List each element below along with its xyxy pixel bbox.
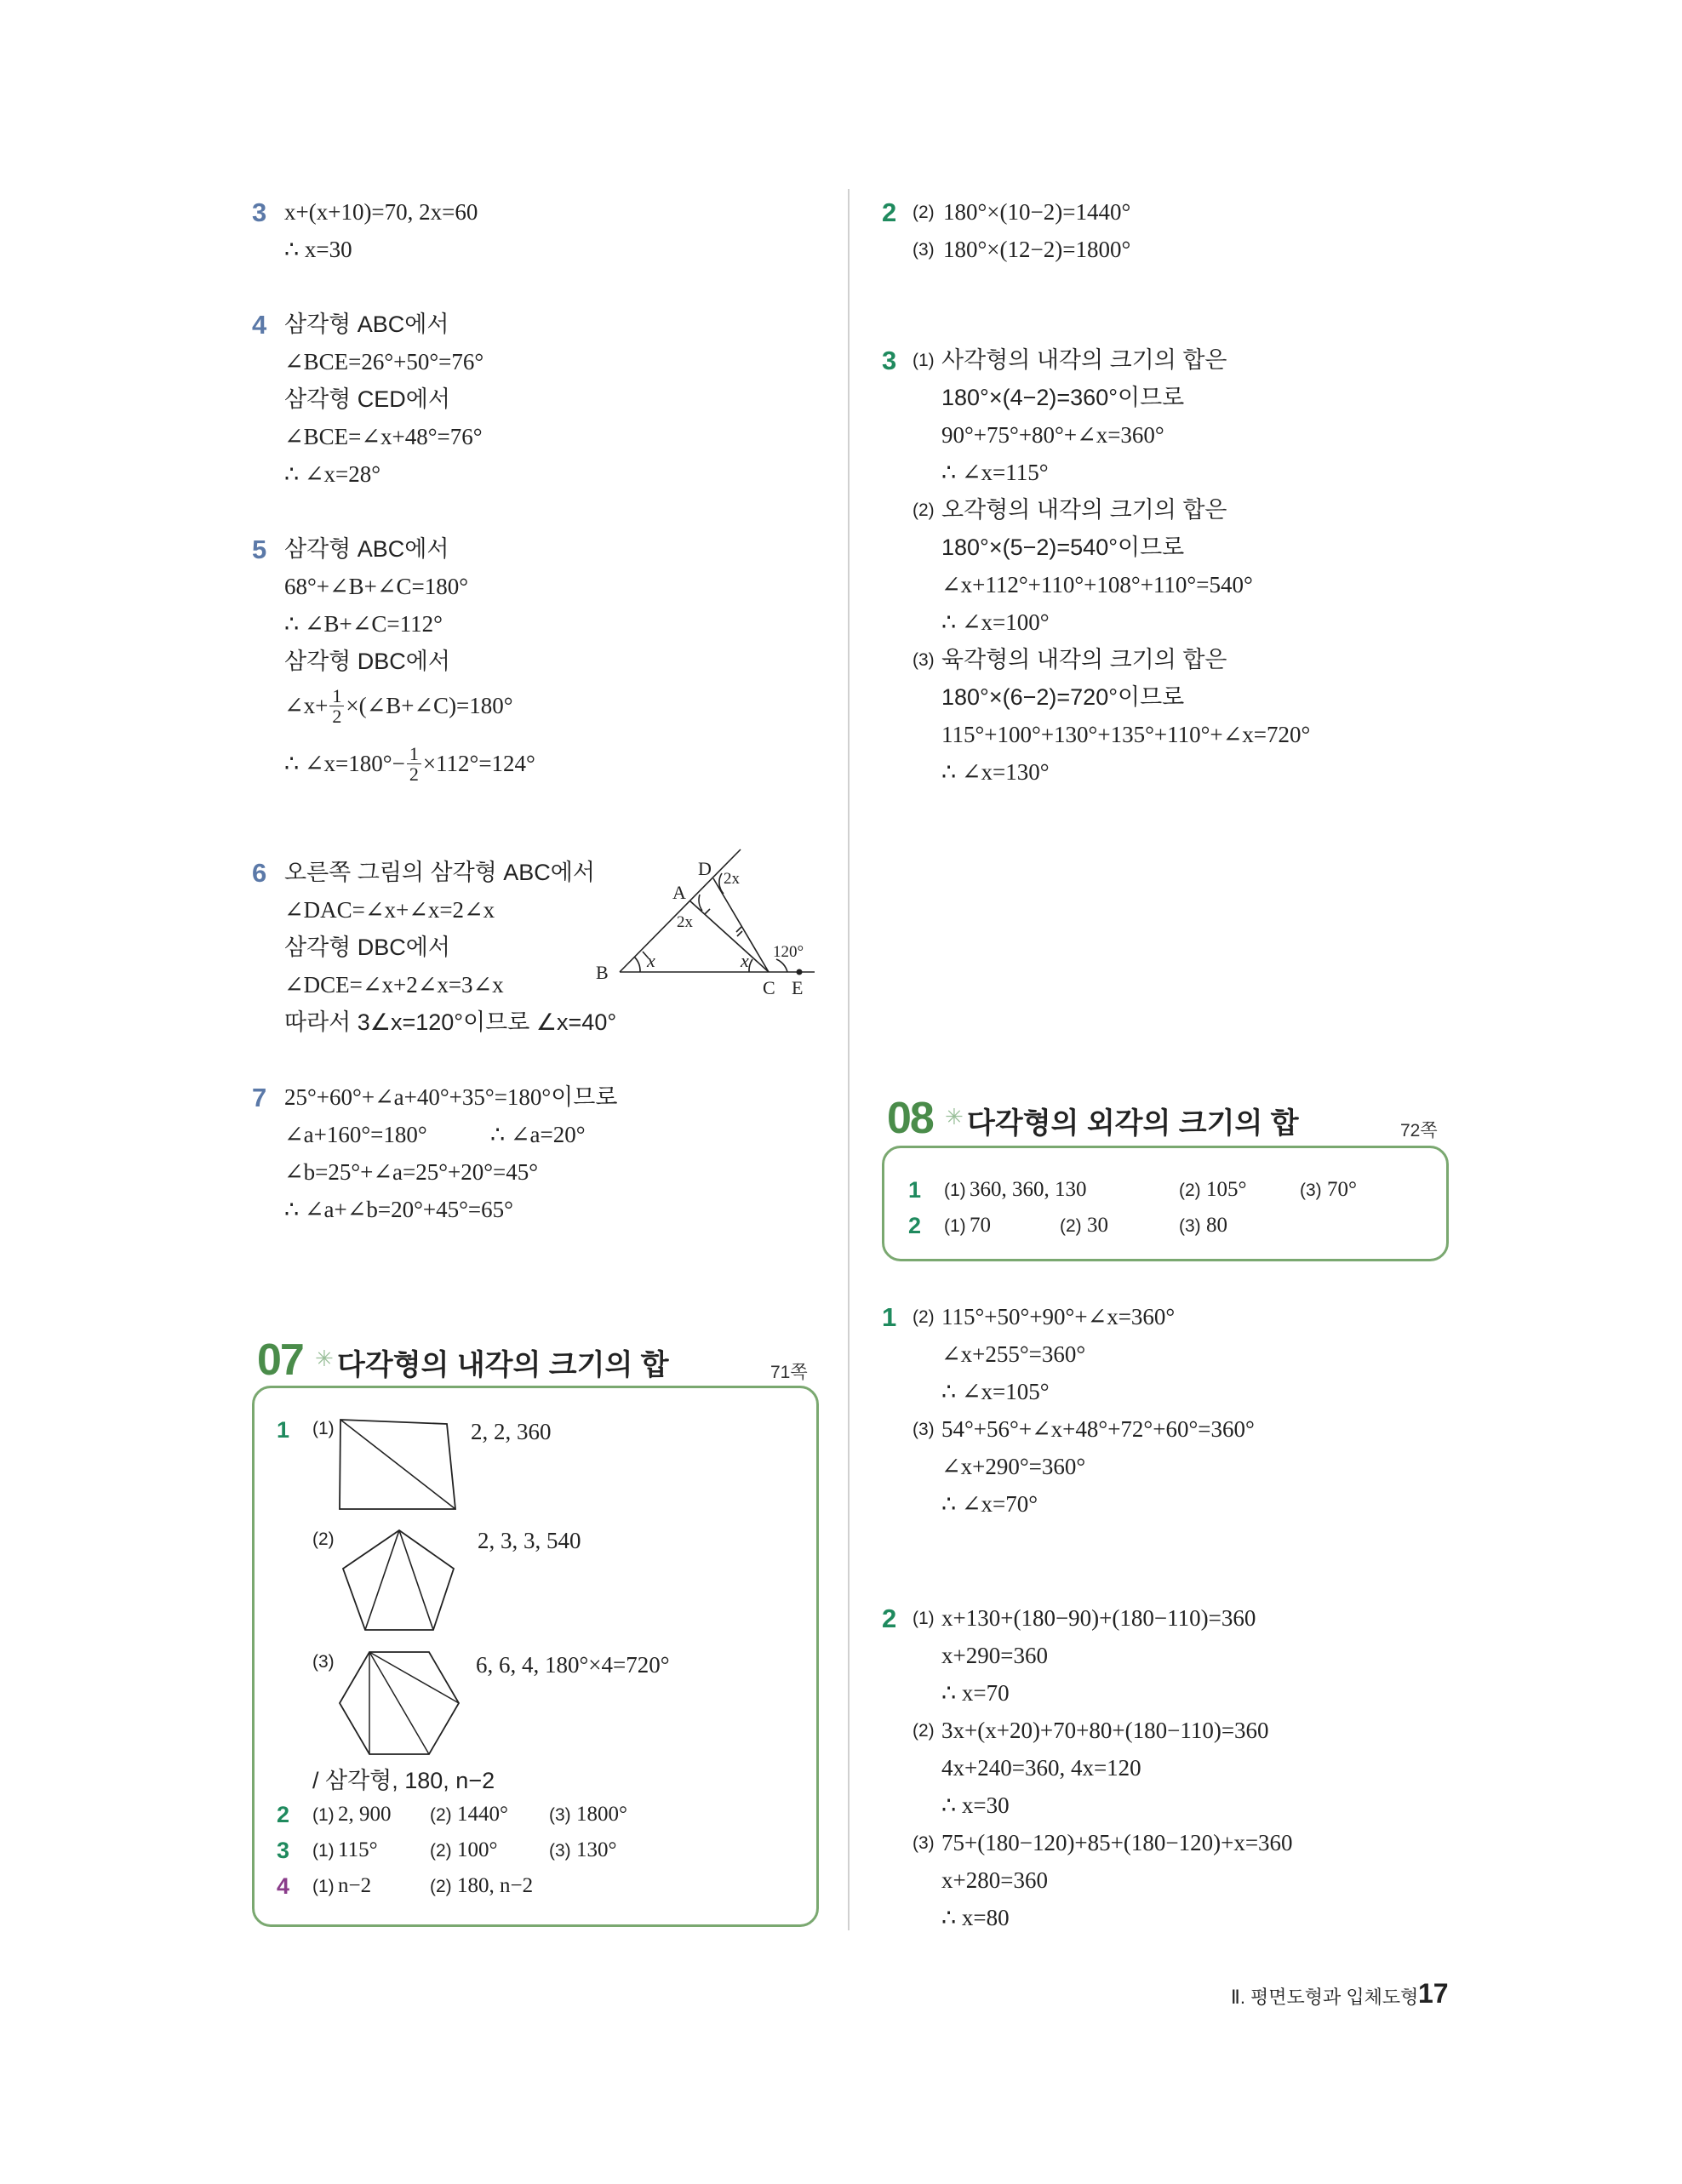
answer-number: 3 [277,1838,290,1863]
solution-line: ∴ ∠B+∠C=112° [284,611,443,637]
solution-line: 75+(180−120)+85+(180−120)+x=360 [941,1830,1293,1855]
solution-line: 54°+56°+∠x+48°+72°+60°=360° [941,1416,1255,1442]
answer-number: 1 [277,1417,290,1443]
sub-number: (3) [913,1420,935,1439]
solution-line: ∴ ∠x=115° [941,460,1049,485]
answer-text: 6, 6, 4, 180°×4=720° [476,1652,670,1678]
answer-text: 105° [1206,1178,1247,1201]
solution-line: ∠BCE=26°+50°=76° [284,349,484,374]
solution-line: ∴ ∠x=70° [941,1491,1038,1517]
solution-line: 사각형의 내각의 크기의 합은 [941,347,1227,373]
solution-line: x+290=360 [941,1643,1048,1668]
problem-number: 3 [252,197,267,227]
solution-line: x+130+(180−90)+(180−110)=360 [941,1605,1256,1631]
label-x: x [741,950,749,971]
answer-text: 2, 2, 360 [471,1419,552,1444]
solution-line: ∴ ∠x=28° [284,461,381,487]
triangle-figure [596,843,826,1000]
problem-number: 3 [882,346,897,375]
label-A: A [672,882,686,903]
sub-number: (1) [312,1877,335,1896]
sub-number: (3) [549,1805,571,1825]
label-120: 120° [773,943,804,961]
answer-number: 4 [277,1873,290,1899]
solution-line: 180°×(4−2)=360°이므로 [941,385,1185,410]
answer-text: 70° [1327,1178,1357,1201]
answer-text: 1800° [576,1803,627,1826]
solution-line: x+(x+10)=70, 2x=60 [284,199,478,225]
solution-line: ∴ ∠x=100° [941,609,1050,635]
problem-number: 4 [252,310,267,340]
answer-text: 80 [1206,1214,1227,1237]
sub-number: (1) [944,1181,966,1200]
answer-text: 360, 360, 130 [970,1178,1087,1201]
sub-number: (3) [549,1841,571,1861]
answer-text: 2, 900 [338,1803,392,1826]
section-page-ref: 71쪽 [770,1363,808,1382]
answer-text: / 삼각형, 180, n−2 [312,1768,495,1793]
solution-line: 삼각형 DBC에서 [284,649,450,674]
solution-line-fraction: ∠x+ $\frac{1}{2}$ ×(∠B+∠C)=180° [284,685,513,728]
sub-number: (2) [1060,1216,1082,1236]
sub-number: (3) [1179,1216,1201,1236]
solution-line: ∠b=25°+∠a=25°+20°=45° [284,1159,539,1185]
solution-line: 삼각형 ABC에서 [284,312,449,337]
solution-line: ∠DCE=∠x+2∠x=3∠x [284,972,504,998]
solution-line: 115°+50°+90°+∠x=360° [941,1304,1176,1329]
sub-number: (2) [913,500,935,520]
sub-number: (2) [913,1721,935,1741]
sub-number: (2) [1179,1181,1201,1200]
solution-line: ∠x+255°=360° [941,1341,1086,1367]
sub-number: (2) [913,203,935,222]
solution-line: ∠BCE=∠x+48°=76° [284,424,483,449]
label-D: D [698,858,712,879]
answer-text: 180, n−2 [457,1874,534,1897]
answer-text: n−2 [338,1874,372,1897]
solution-line: ∴ x=80 [941,1905,1010,1930]
label-x: x [647,950,655,971]
sub-number: (2) [430,1805,452,1825]
section-number: 08 [887,1094,933,1143]
label-E: E [792,977,804,998]
solution-line: 180°×(6−2)=720°이므로 [941,684,1185,710]
sub-number: (2) [312,1529,335,1549]
sub-number: (1) [944,1216,966,1236]
star-icon: ✳ [945,1105,964,1130]
hexagon-figure [338,1649,462,1759]
solution-line: 육각형의 내각의 크기의 합은 [941,647,1227,672]
fraction: $\frac{1}{2}$ [329,686,344,726]
quadrilateral-figure [338,1417,457,1519]
solution-line: 180°×(10−2)=1440° [943,199,1131,225]
star-icon: ✳ [315,1346,334,1372]
section-title: 다각형의 외각의 크기의 합 [967,1107,1299,1140]
label-2x: 2x [677,913,693,931]
solution-line: ∴ x=30 [941,1792,1010,1818]
solution-line: ∠x+290°=360° [941,1454,1086,1479]
problem-number: 1 [882,1302,897,1332]
solution-line: 오각형의 내각의 크기의 합은 [941,497,1227,523]
sub-number: (1) [913,1609,935,1628]
problem-number: 7 [252,1083,267,1112]
sub-number: (2) [430,1841,452,1861]
sub-number: (2) [913,1307,935,1327]
section-07-answer-box [252,1386,819,1927]
sub-number: (3) [913,650,935,670]
sub-number: (1) [312,1841,335,1861]
solution-line: ∴ x=70 [941,1680,1010,1706]
problem-number: 2 [882,1604,897,1633]
answer-text: 70 [970,1214,991,1237]
column-divider [848,189,850,1930]
solution-line: 3x+(x+20)+70+80+(180−110)=360 [941,1718,1269,1743]
solution-line: ∠DAC=∠x+∠x=2∠x [284,897,495,923]
solution-line: 삼각형 ABC에서 [284,536,449,562]
solution-line: ∠a+160°=180° [284,1122,427,1147]
solution-line: ∴ ∠a=20° [490,1122,586,1147]
solution-line: 오른쪽 그림의 삼각형 ABC에서 [284,860,595,885]
solution-line: 4x+240=360, 4x=120 [941,1755,1141,1781]
section-title: 다각형의 내각의 크기의 합 [337,1349,669,1381]
label-B: B [596,962,609,983]
problem-number: 5 [252,535,267,564]
fraction: $\frac{1}{2}$ [407,744,421,784]
section-number: 07 [257,1335,303,1385]
sub-number: (1) [312,1419,335,1438]
sub-number: (3) [312,1652,335,1672]
solution-line: 삼각형 CED에서 [284,386,450,412]
answer-number: 1 [908,1177,922,1203]
sub-number: (1) [312,1805,335,1825]
label-2x: 2x [724,870,740,888]
sub-number: (3) [913,1833,935,1853]
section-08-answer-box [882,1146,1449,1261]
section-page-ref: 72쪽 [1400,1121,1438,1141]
solution-line: 180°×(5−2)=540°이므로 [941,535,1185,560]
pentagon-figure [340,1528,459,1634]
chapter-title: Ⅱ. 평면도형과 입체도형 [1231,1987,1419,2008]
solution-line: 90°+75°+80°+∠x=360° [941,422,1164,448]
solution-line: x+280=360 [941,1867,1048,1893]
answer-text: 100° [457,1838,498,1861]
solution-line: ∠x+112°+110°+108°+110°=540° [941,572,1253,597]
solution-line: ∴ ∠x=105° [941,1379,1050,1404]
sub-number: (3) [913,240,935,260]
answer-text: 115° [338,1838,378,1861]
problem-number: 6 [252,858,267,888]
solution-line-fraction: ∴ ∠x=180°− $\frac{1}{2}$ ×112°=124° [284,743,535,786]
solution-line: 180°×(12−2)=1800° [943,237,1131,262]
solution-line: 68°+∠B+∠C=180° [284,574,469,599]
label-C: C [763,977,775,998]
solution-line: ∴ x=30 [284,237,352,262]
page-number: 17 [1418,1978,1449,2009]
answer-text: 1440° [457,1803,508,1826]
solution-line: 115°+100°+130°+135°+110°+∠x=720° [941,722,1311,747]
solution-line: ∴ ∠x=130° [941,759,1050,785]
answer-text: 2, 3, 3, 540 [478,1528,581,1553]
sub-number: (3) [1300,1181,1322,1200]
solution-line: 25°+60°+∠a+40°+35°=180°이므로 [284,1084,618,1110]
problem-number: 2 [882,197,897,227]
solution-line: 따라서 3∠x=120°이므로 ∠x=40° [284,1009,617,1035]
solution-line: ∴ ∠a+∠b=20°+45°=65° [284,1197,513,1222]
answer-text: 30 [1087,1214,1108,1237]
solution-line: 삼각형 DBC에서 [284,935,450,960]
answer-text: 130° [576,1838,617,1861]
sub-number: (1) [913,351,935,370]
answer-number: 2 [277,1802,290,1827]
answer-number: 2 [908,1213,922,1238]
sub-number: (2) [430,1877,452,1896]
